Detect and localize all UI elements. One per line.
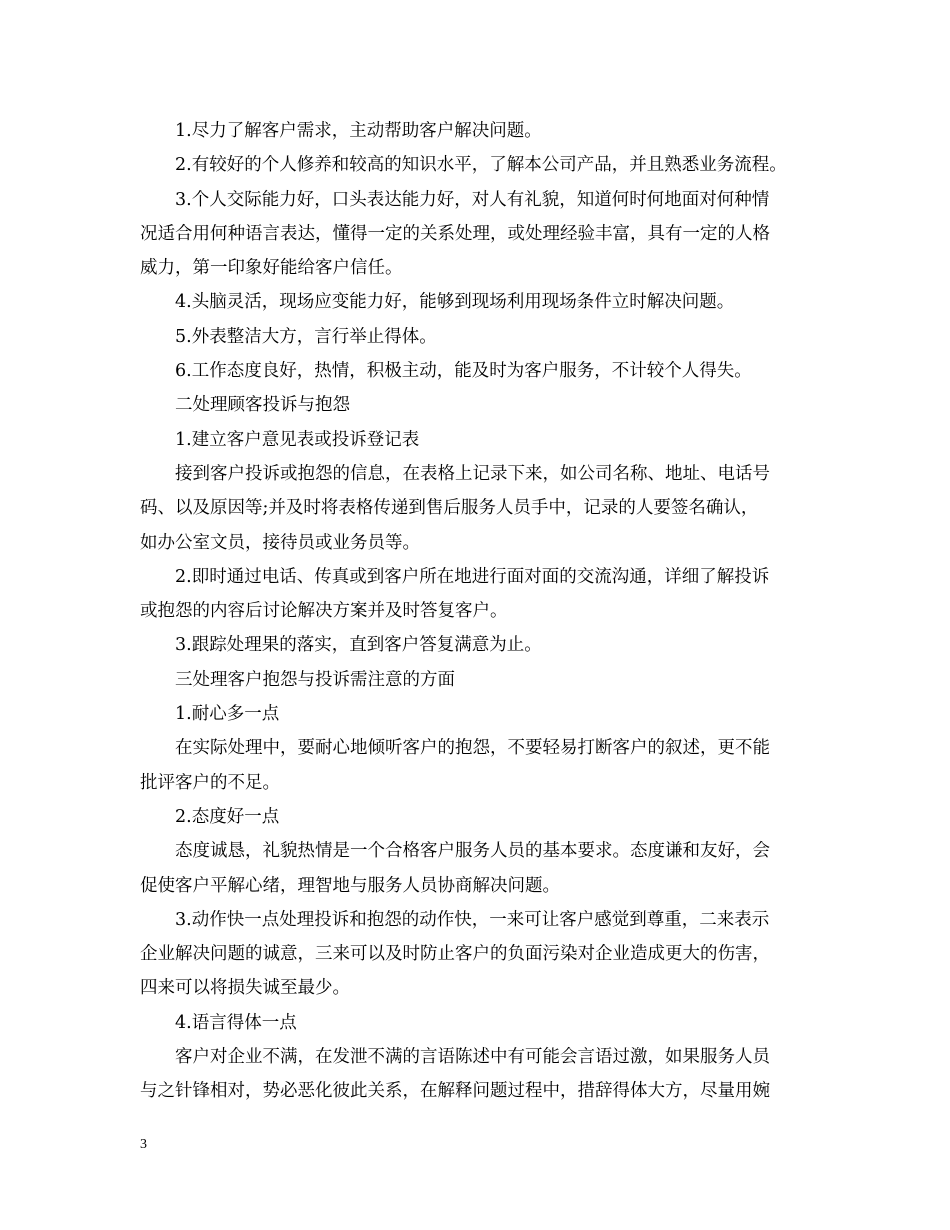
paragraph bbox=[140, 114, 820, 148]
paragraph-line: 三处理客户抱怨与投诉需注意的方面 bbox=[175, 669, 455, 690]
paragraph-line: 3.个人交际能力好，口头表达能力好，对人有礼貌，知道何时何地面对何种情 bbox=[175, 189, 770, 210]
paragraph bbox=[140, 834, 820, 903]
paragraph-line: 码、以及原因等;并及时将表格传递到售后服务人员手中，记录的人要签名确认， bbox=[140, 498, 759, 519]
paragraph bbox=[140, 697, 820, 731]
paragraph bbox=[140, 148, 820, 182]
paragraph-line: 1.建立客户意见表或投诉登记表 bbox=[175, 429, 420, 450]
paragraph-line: 企业解决问题的诚意，三来可以及时防止客户的负面污染对企业造成更大的伤害， bbox=[140, 944, 770, 965]
paragraph-line: 批评客户的不足。 bbox=[140, 772, 280, 793]
paragraph-line: 6.工作态度良好，热情，积极主动，能及时为客户服务，不计较个人得失。 bbox=[175, 361, 752, 382]
paragraph-line: 在实际处理中，要耐心地倾听客户的抱怨，不要轻易打断客户的叙述，更不能 bbox=[175, 738, 770, 759]
paragraph bbox=[140, 1006, 820, 1040]
paragraph-line: 2.有较好的个人修养和较高的知识水平，了解本公司产品，并且熟悉业务流程。 bbox=[175, 155, 787, 176]
paragraph bbox=[140, 354, 820, 388]
page-number: 3 bbox=[140, 1137, 147, 1152]
paragraph-line: 接到客户投诉或抱怨的信息，在表格上记录下来，如公司名称、地址、电话号 bbox=[175, 463, 770, 484]
paragraph-line: 4.头脑灵活，现场应变能力好，能够到现场利用现场条件立时解决问题。 bbox=[175, 292, 735, 313]
paragraph bbox=[140, 423, 820, 457]
paragraph-line: 3.动作快一点处理投诉和抱怨的动作快，一来可让客户感觉到尊重，二来表示 bbox=[175, 909, 770, 930]
paragraph bbox=[140, 628, 820, 662]
paragraph-line: 1.耐心多一点 bbox=[175, 704, 280, 725]
paragraph-line: 促使客户平解心绪，理智地与服务人员协商解决问题。 bbox=[140, 875, 560, 896]
paragraph bbox=[140, 663, 820, 697]
paragraph-line: 四来可以将损失诚至最少。 bbox=[140, 978, 350, 999]
paragraph-line: 2.即时通过电话、传真或到客户所在地进行面对面的交流沟通，详细了解投诉 bbox=[175, 566, 770, 587]
paragraph bbox=[140, 285, 820, 319]
paragraph-line: 4.语言得体一点 bbox=[175, 1012, 297, 1033]
paragraph bbox=[140, 320, 820, 354]
paragraph-line: 或抱怨的内容后讨论解决方案并及时答复客户。 bbox=[140, 601, 508, 622]
document-body bbox=[140, 114, 820, 1109]
paragraph-line: 2.态度好一点 bbox=[175, 806, 280, 827]
paragraph bbox=[140, 731, 820, 800]
paragraph bbox=[140, 560, 820, 629]
paragraph bbox=[140, 800, 820, 834]
paragraph bbox=[140, 457, 820, 560]
paragraph bbox=[140, 903, 820, 1006]
paragraph bbox=[140, 183, 820, 286]
paragraph-line: 3.跟踪处理果的落实，直到客户答复满意为止。 bbox=[175, 635, 542, 656]
paragraph-line: 如办公室文员，接待员或业务员等。 bbox=[140, 532, 420, 553]
paragraph bbox=[140, 388, 820, 422]
paragraph-line: 况适合用何种语言表达，懂得一定的关系处理，或处理经验丰富，具有一定的人格 bbox=[140, 223, 770, 244]
paragraph bbox=[140, 1040, 820, 1109]
paragraph-line: 5.外表整洁大方，言行举止得体。 bbox=[175, 326, 437, 347]
paragraph-line: 二处理顾客投诉与抱怨 bbox=[175, 395, 350, 416]
paragraph-line: 威力，第一印象好能给客户信任。 bbox=[140, 258, 403, 279]
paragraph-line: 态度诚恳，礼貌热情是一个合格客户服务人员的基本要求。态度谦和友好，会 bbox=[175, 841, 770, 862]
paragraph-line: 与之针锋相对，势必恶化彼此关系，在解释问题过程中，措辞得体大方，尽量用婉 bbox=[140, 1081, 770, 1102]
paragraph-line: 客户对企业不满，在发泄不满的言语陈述中有可能会言语过激，如果服务人员 bbox=[175, 1047, 770, 1068]
paragraph-line: 1.尽力了解客户需求，主动帮助客户解决问题。 bbox=[175, 121, 542, 141]
